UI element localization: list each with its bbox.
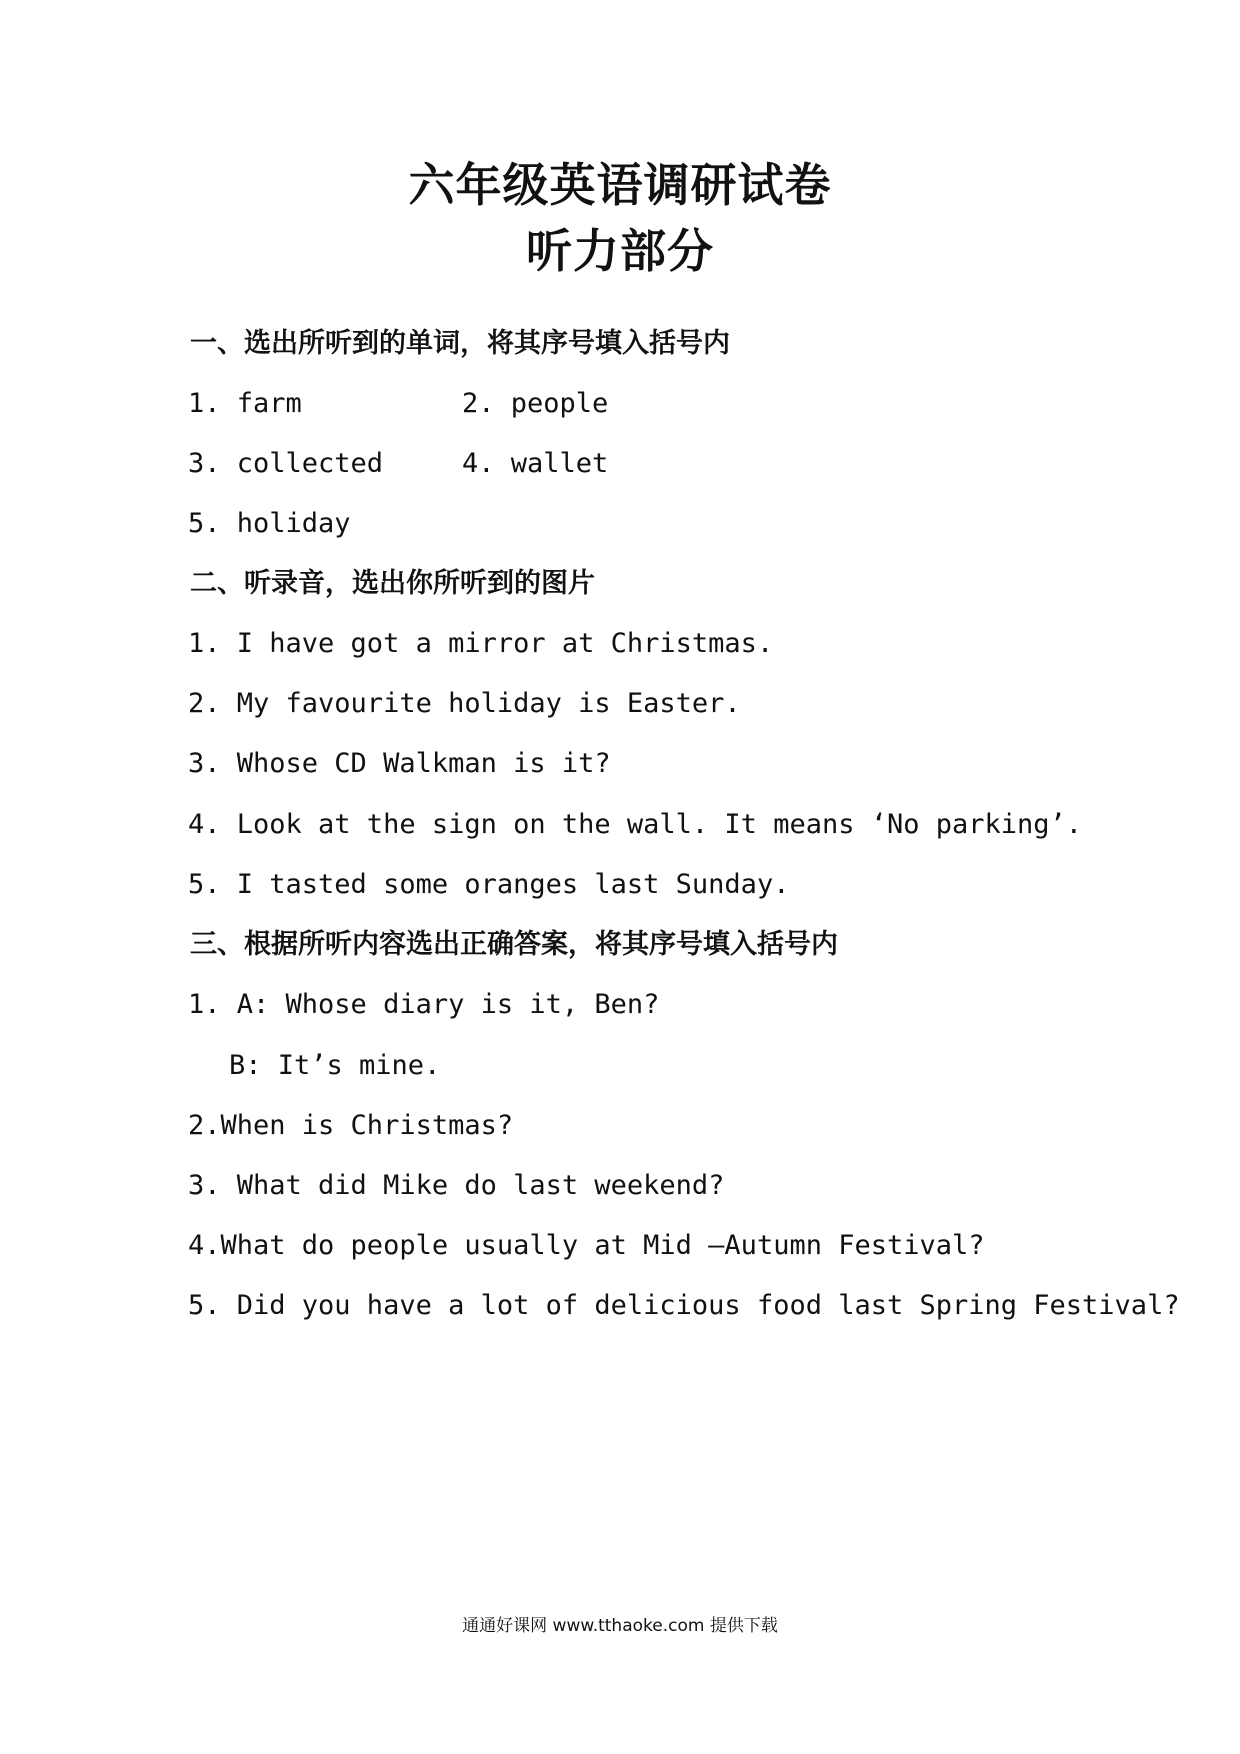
answer-item-5: 5. Did you have a lot of delicious food last Spring Festival?: [188, 1290, 1180, 1321]
word-item-1: 1. farm: [188, 388, 302, 419]
footer-credit: 通通好课网 www.tthaoke.com 提供下载: [462, 1616, 778, 1636]
word-item-2: 2. people: [462, 388, 609, 419]
answer-item-4: 4.What do people usually at Mid –Autumn Festival?: [188, 1230, 985, 1261]
answer-item-1b: B: It’s mine.: [229, 1050, 441, 1081]
word-item-3: 3. collected: [188, 448, 384, 479]
section-2-heading: 二、听录音，选出你所听到的图片: [190, 568, 595, 599]
answer-item-2: 2.When is Christmas?: [188, 1110, 514, 1141]
picture-item-4: 4. Look at the sign on the wall. It means ‘No parking’.: [188, 809, 1083, 840]
word-item-5: 5. holiday: [188, 508, 351, 539]
answer-item-1a: 1. A: Whose diary is it, Ben?: [188, 989, 660, 1020]
answer-item-3: 3. What did Mike do last weekend?: [188, 1170, 725, 1201]
page-title: 六年级英语调研试卷: [408, 158, 832, 212]
picture-item-5: 5. I tasted some oranges last Sunday.: [188, 869, 790, 900]
picture-item-3: 3. Whose CD Walkman is it?: [188, 748, 611, 779]
word-item-4: 4. wallet: [462, 448, 609, 479]
page-subtitle: 听力部分: [526, 224, 714, 278]
section-3-heading: 三、根据所听内容选出正确答案，将其序号填入括号内: [190, 929, 838, 960]
picture-item-2: 2. My favourite holiday is Easter.: [188, 688, 741, 719]
section-1-heading: 一、选出所听到的单词，将其序号填入括号内: [190, 328, 730, 359]
picture-item-1: 1. I have got a mirror at Christmas.: [188, 628, 774, 659]
